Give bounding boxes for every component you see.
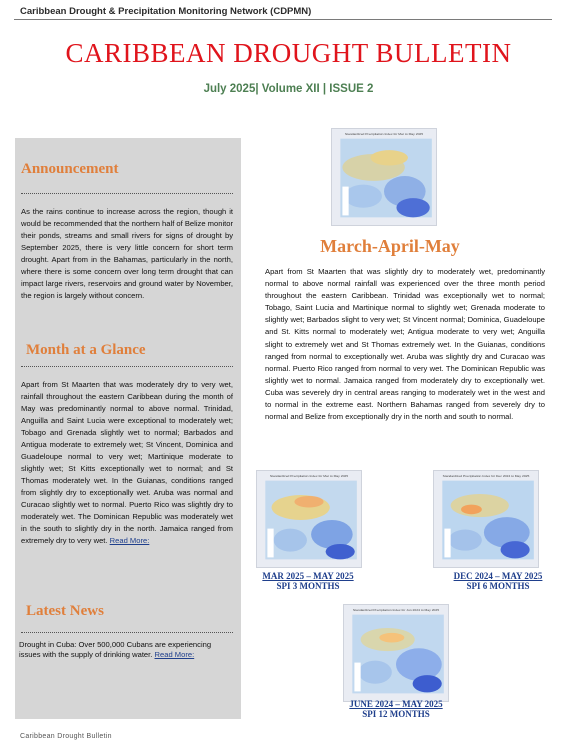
glance-heading: Month at a Glance <box>26 342 146 358</box>
map-title: Standardized Precipitation Index for Mar to May 2025 <box>344 131 424 136</box>
spi-map-6-months <box>433 470 539 568</box>
spi6-caption <box>440 571 556 591</box>
announcement-text: As the rains continue to increase across the region, though it would be recommended that the northern half of Belize monitor their ponds, streams and small rivers for signs of drought by September 2025, there is very little concern for short term drought. Apart from in the Bahamas, particularly in the north, where there is some concern over long term drought that can impact large rivers, reservoirs and ground water by November, the region is largely without concern. <box>21 207 233 300</box>
spi12-label: SPI 12 MONTHS <box>362 709 430 719</box>
spi3-caption <box>250 571 366 591</box>
map-title: Standardized Precipitation Index for Jun 2024 to May 2025 <box>352 607 440 612</box>
map-graphic <box>257 471 361 567</box>
spi3-period: MAR 2025 – MAY 2025 <box>262 571 354 581</box>
sidebar <box>15 138 241 719</box>
news-read-more-link[interactable]: Read More: <box>154 650 195 659</box>
map-graphic <box>332 129 436 225</box>
bulletin-title: CARIBBEAN DROUGHT BULLETIN <box>65 38 512 68</box>
header-rule <box>14 19 552 20</box>
news-heading: Latest News <box>26 603 104 619</box>
spi6-label: SPI 6 MONTHS <box>466 581 530 591</box>
spi12-caption <box>336 699 456 719</box>
spi3-label: SPI 3 MONTHS <box>276 581 340 591</box>
glance-body: Apart from St Maarten that was moderately dry to very wet, rainfall throughout the eastern Caribbean during the month of May was predominantly normal to above normal. Trinidad, Anguilla and Saint Lucia were exceptional to moderately wet; Tobago and Grenada slightly wet to normal; Barbados and Antigua moderate to extremely wet; St Vincent, Dominica and Guadeloupe normal to very wet; Martinique moderate to slightly wet; St Kitts exceptionally wet to normal; and St Thomas moderately wet. In the Guianas, conditions ranged from slightly dry to exceptionally wet. Aruba was normal and Curacao slightly wet to normal. Puerto Rico was slightly dry to moderately wet. The Dominican Republic was moderately wet in the south to slightly dry in the north. Jamaica ranged from extremely dry to very wet. <box>21 380 233 545</box>
glance-text <box>21 379 233 547</box>
glance-read-more-link[interactable]: Read More: <box>109 536 150 545</box>
map-title: Standardized Precipitation Index for Mar to May 2025 <box>269 473 349 478</box>
spi-map-3-months <box>256 470 362 568</box>
spi12-period: JUNE 2024 – MAY 2025 <box>349 699 443 709</box>
announcement-heading: Announcement <box>21 161 119 177</box>
mam-text: Apart from St Maarten that was slightly dry to moderately wet, predominantly normal to above normal rainfall was experienced over the three month period throughout the eastern Caribbean. Trinidad was exceptionally wet to normal; Tobago, Saint Lucia and Martinique normal to slightly wet; Grenada moderate to slightly wet; Barbados slight to very wet; St Vincent normal; Dominica, Guadeloupe and St. Kitts normal to moderately wet; Antigua moderate to very wet; Anguilla slight to extremely wet and St Thomas extremely wet. In the Guianas, conditions ranged from normal to exceptionally wet. Aruba was slightly dry and Curacao was normal. Puerto Rico ranged from normal to very wet. The Dominican Republic was slightly wet to normal. Jamaica ranged from moderately dry to exceptionally wet. Cuba was severely dry in central areas ranging to moderately wet in the west and to normal in the extreme east. Northern Bahamas ranged from severely dry to normal and Belize from exceptionally dry in the north and south to normal. <box>265 267 545 422</box>
footer-text: Caribbean Drought Bulletin <box>20 733 112 740</box>
announcement-rule <box>21 193 233 194</box>
map-graphic <box>344 605 448 701</box>
spi-map-mam <box>331 128 437 226</box>
glance-rule <box>21 366 233 367</box>
mam-heading: March-April-May <box>320 236 460 256</box>
issue-line: July 2025| Volume XII | ISSUE 2 <box>203 83 374 95</box>
network-name: Caribbean Drought & Precipitation Monitoring Network (CDPMN) <box>20 6 312 17</box>
map-title: Standardized Precipitation Index for Dec 2024 to May 2025 <box>442 473 530 478</box>
news-body: Drought in Cuba: Over 500,000 Cubans are experiencing issues with the supply of drinking water. <box>19 640 212 659</box>
spi6-period: DEC 2024 – MAY 2025 <box>453 571 543 581</box>
spi-map-12-months <box>343 604 449 702</box>
map-graphic <box>434 471 538 567</box>
news-rule <box>21 632 233 633</box>
news-text <box>19 640 231 660</box>
